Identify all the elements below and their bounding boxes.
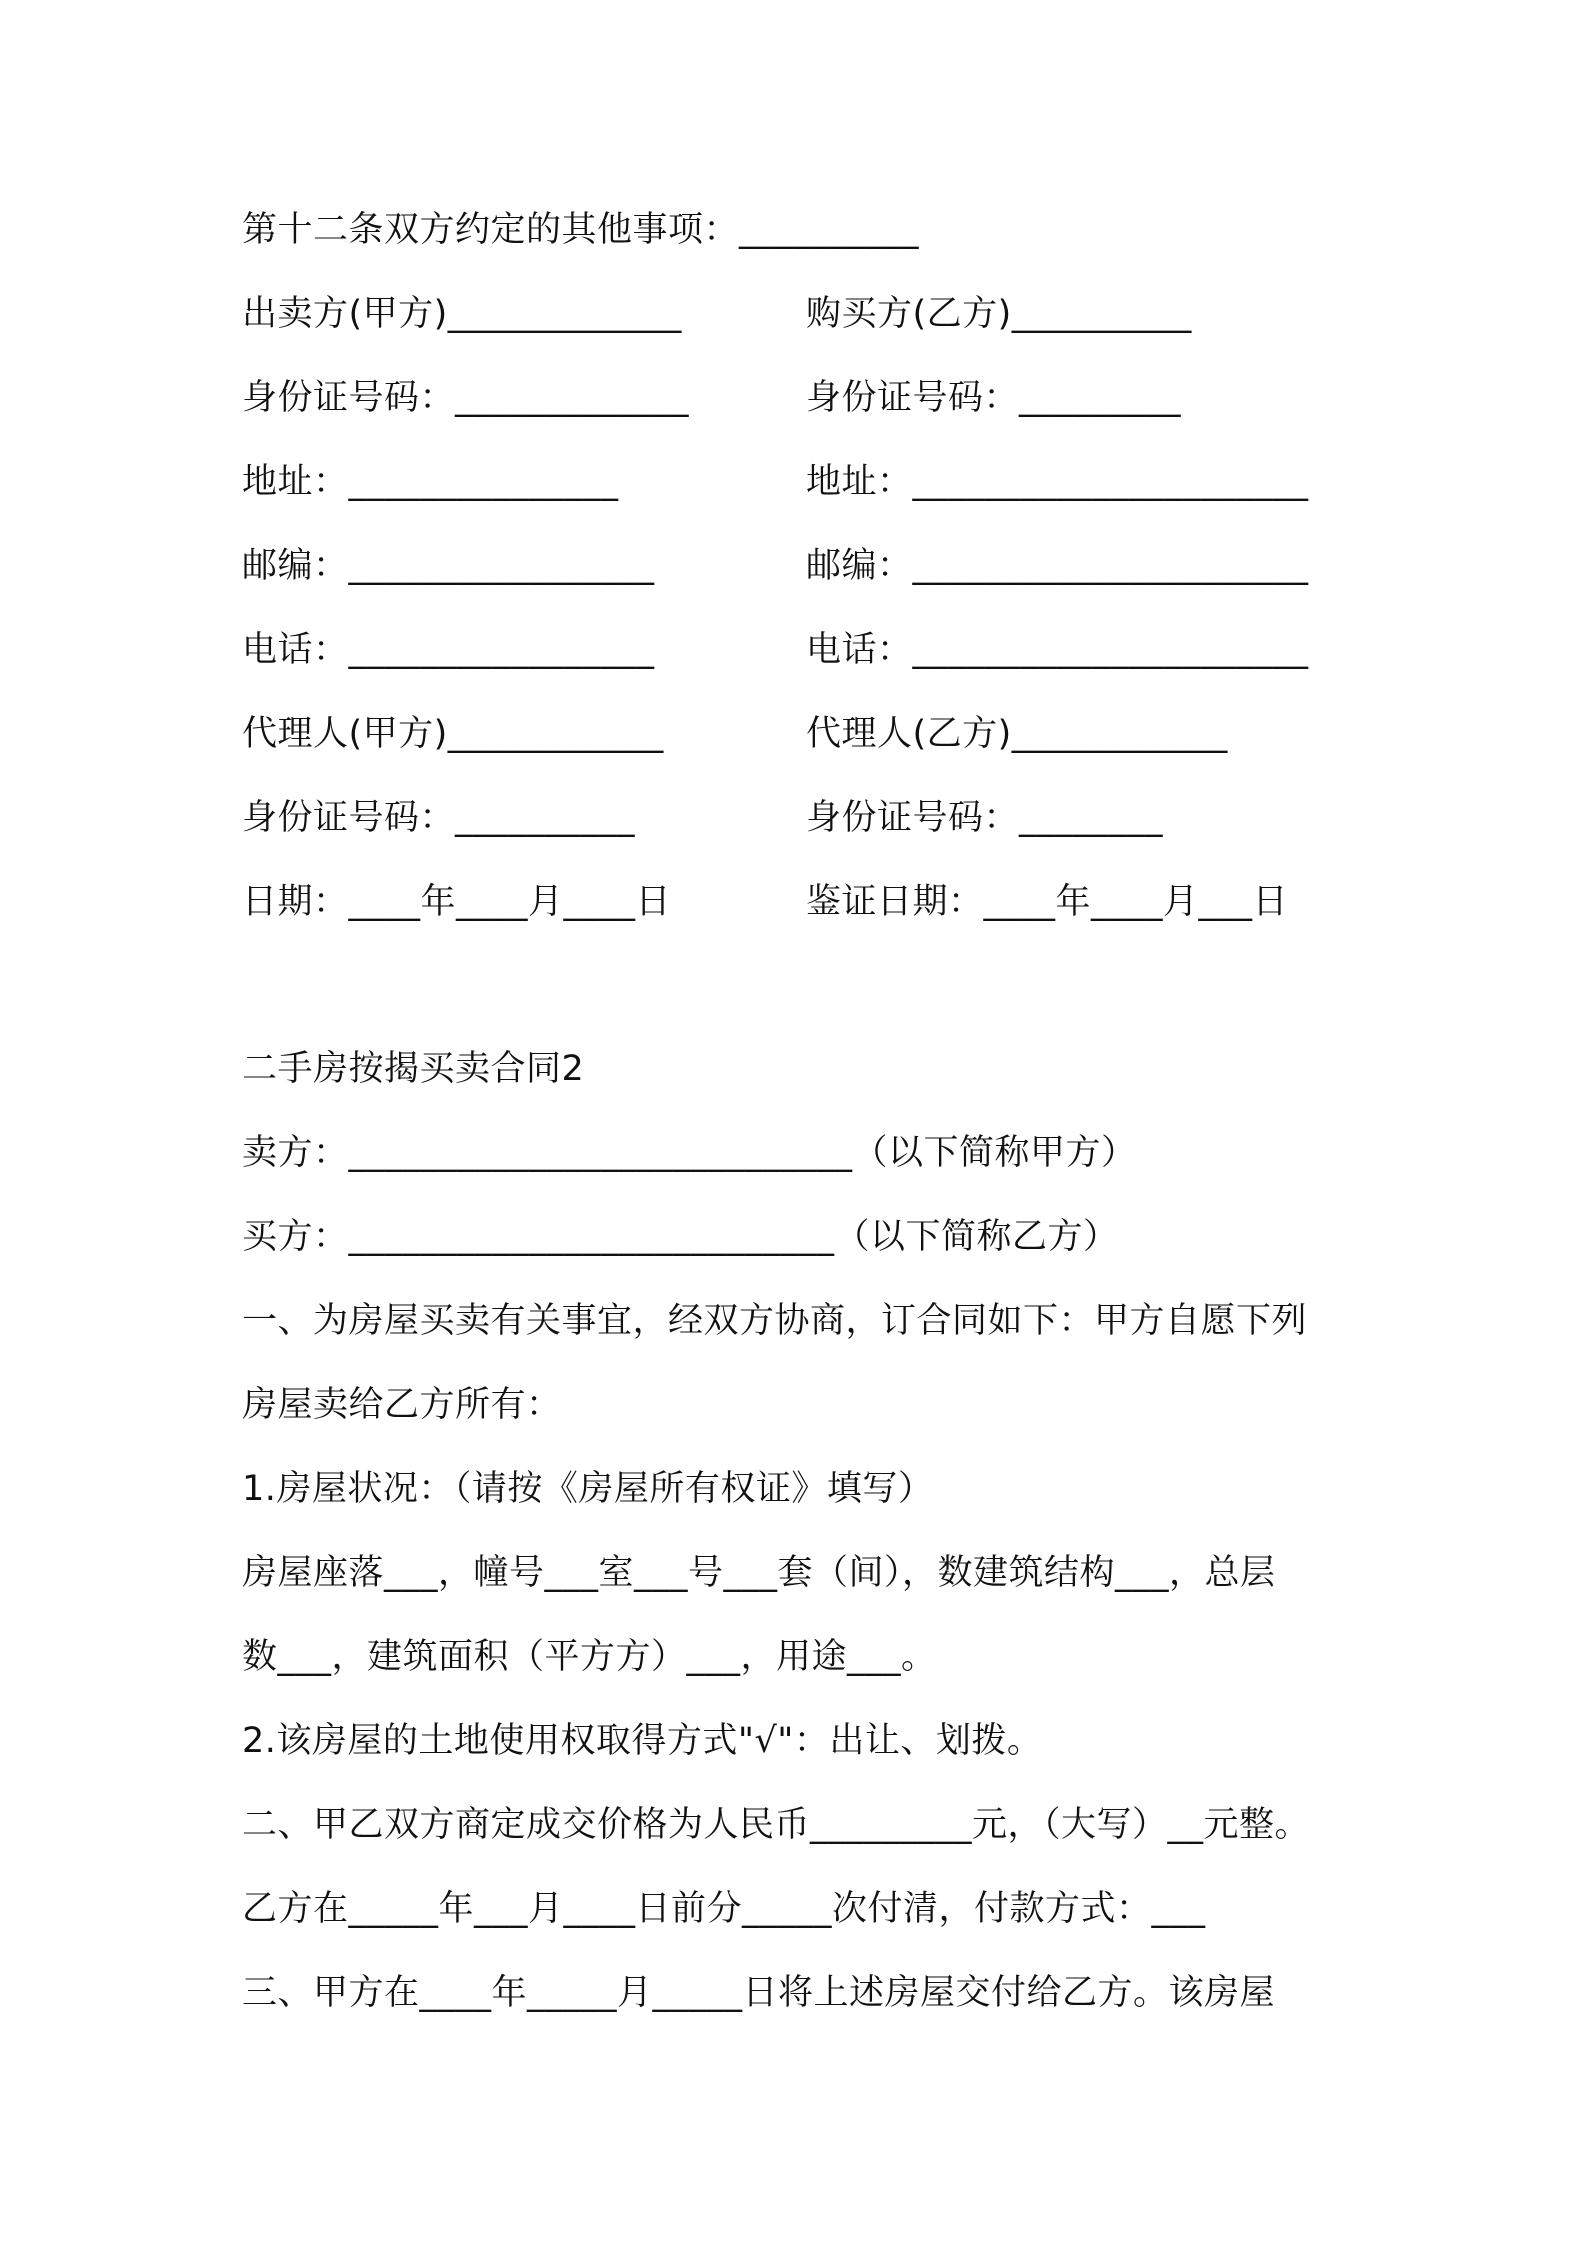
clause-12: 第十二条双方约定的其他事项：__________ xyxy=(242,210,920,250)
buyer-address-field: 地址：______________________ xyxy=(806,462,1309,502)
paragraph: 乙方在_____年___月____日前分_____次付清，付款方式：___ xyxy=(242,1889,1206,1929)
paragraph: 二、甲乙双方商定成交价格为人民币_________元，（大写）__元整。 xyxy=(242,1805,1311,1845)
paragraph: 三、甲方在____年_____月_____日将上述房屋交付给乙方。该房屋 xyxy=(242,1973,1276,2013)
seller-agent-id-field: 身份证号码：__________ xyxy=(242,798,636,838)
buyer-line: 买方：___________________________（以下简称乙方） xyxy=(242,1217,1119,1257)
seller-agent-field: 代理人(甲方)____________ xyxy=(242,714,664,754)
paragraph: 数___，建筑面积（平方方）___，用途___。 xyxy=(242,1637,937,1677)
paragraph: 2.该房屋的土地使用权取得方式"√"：出让、划拨。 xyxy=(242,1721,1043,1761)
seller-line: 卖方：____________________________（以下简称甲方） xyxy=(242,1133,1137,1173)
paragraph: 一、为房屋买卖有关事宜，经双方协商，订合同如下：甲方自愿下列 xyxy=(242,1301,1308,1341)
seller-postcode-field: 邮编：_________________ xyxy=(242,546,655,586)
buyer-name-field: 购买方(乙方)__________ xyxy=(806,294,1192,334)
notarization-date-field: 鉴证日期：____年____月___日 xyxy=(806,882,1289,922)
paragraph: 1.房屋状况：（请按《房屋所有权证》填写） xyxy=(242,1469,934,1509)
paragraph: 房屋座落___，幢号___室___号___套（间），数建筑结构___，总层 xyxy=(242,1553,1276,1593)
seller-address-field: 地址：_______________ xyxy=(242,462,619,502)
buyer-postcode-field: 邮编：______________________ xyxy=(806,546,1309,586)
seller-id-field: 身份证号码：_____________ xyxy=(242,378,690,418)
buyer-agent-id-field: 身份证号码：________ xyxy=(806,798,1164,838)
buyer-agent-field: 代理人(乙方)____________ xyxy=(806,714,1228,754)
date-field: 日期：____年____月____日 xyxy=(242,882,672,922)
paragraph: 房屋卖给乙方所有： xyxy=(242,1385,562,1425)
buyer-id-field: 身份证号码：_________ xyxy=(806,378,1182,418)
seller-name-field: 出卖方(甲方)_____________ xyxy=(242,294,682,334)
contract-2-title: 二手房按揭买卖合同2 xyxy=(242,1049,585,1089)
seller-phone-field: 电话：_________________ xyxy=(242,630,655,670)
buyer-phone-field: 电话：______________________ xyxy=(806,630,1309,670)
